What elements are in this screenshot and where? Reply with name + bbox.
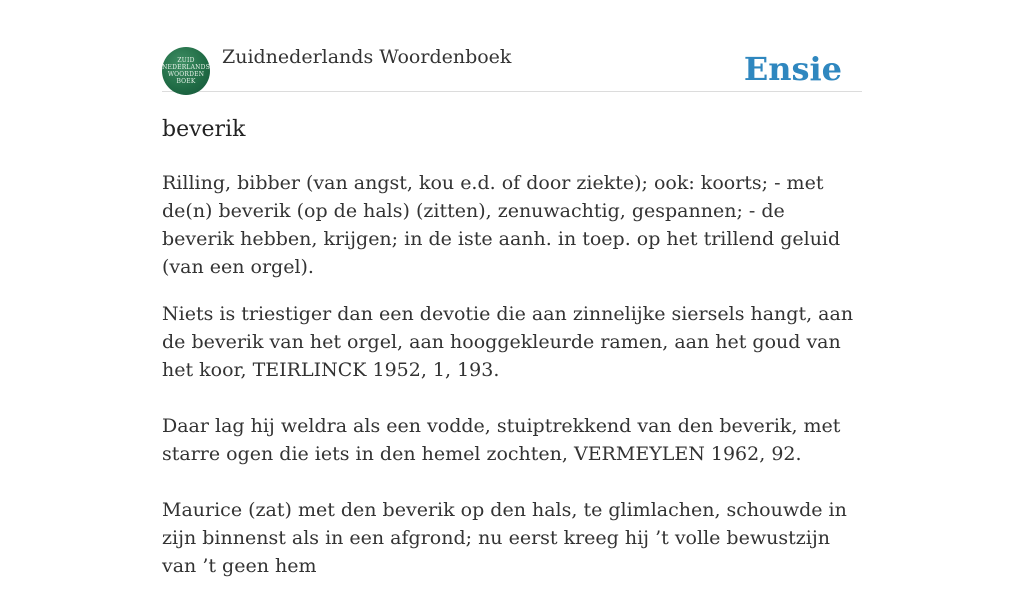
logo-text-line: ZUID [177,57,195,64]
entry-quote: Maurice (zat) met den beverik op den hals, te glimlachen, schouwde in zijn binnenst als in een afgrond; nu eerst kreeg hij ’t volle bewustzijn van ’t geen hem [162,499,847,577]
site-logo[interactable] [162,47,210,95]
logo-text-line: NEDERLANDS [162,64,210,71]
entry-headword: beverik [162,117,246,142]
logo-text-line: BOEK [176,78,196,85]
logo-text-line: WOORDEN [167,71,205,78]
page-container [162,0,862,577]
entry-body [162,169,862,608]
ensie-brand-link[interactable]: Ensie [743,50,842,88]
site-title-link[interactable]: Zuidnederlands Woordenboek [222,46,512,68]
site-header [162,0,862,92]
entry-definition: Rilling, bibber (van angst, kou e.d. of door ziekte); ook: koorts; - met de(n) beverik (op de hals) (zitten), zenuwachtig, gespannen; - de beverik hebben, krijgen; in de iste aanh. in toep. op het trillend geluid (van een orgel). [162,172,841,278]
entry-quote: Niets is triestiger dan een devotie die aan zinnelijke siersels hangt, aan de beverik van het orgel, aan hooggekleurde ramen, aan het goud van het koor, TEIRLINCK 1952, 1, 193. [162,303,854,381]
entry-quote: Daar lag hij weldra als een vodde, stuiptrekkend van den beverik, met starre ogen die iets in den hemel zochten, VERMEYLEN 1962, 92. [162,415,841,465]
